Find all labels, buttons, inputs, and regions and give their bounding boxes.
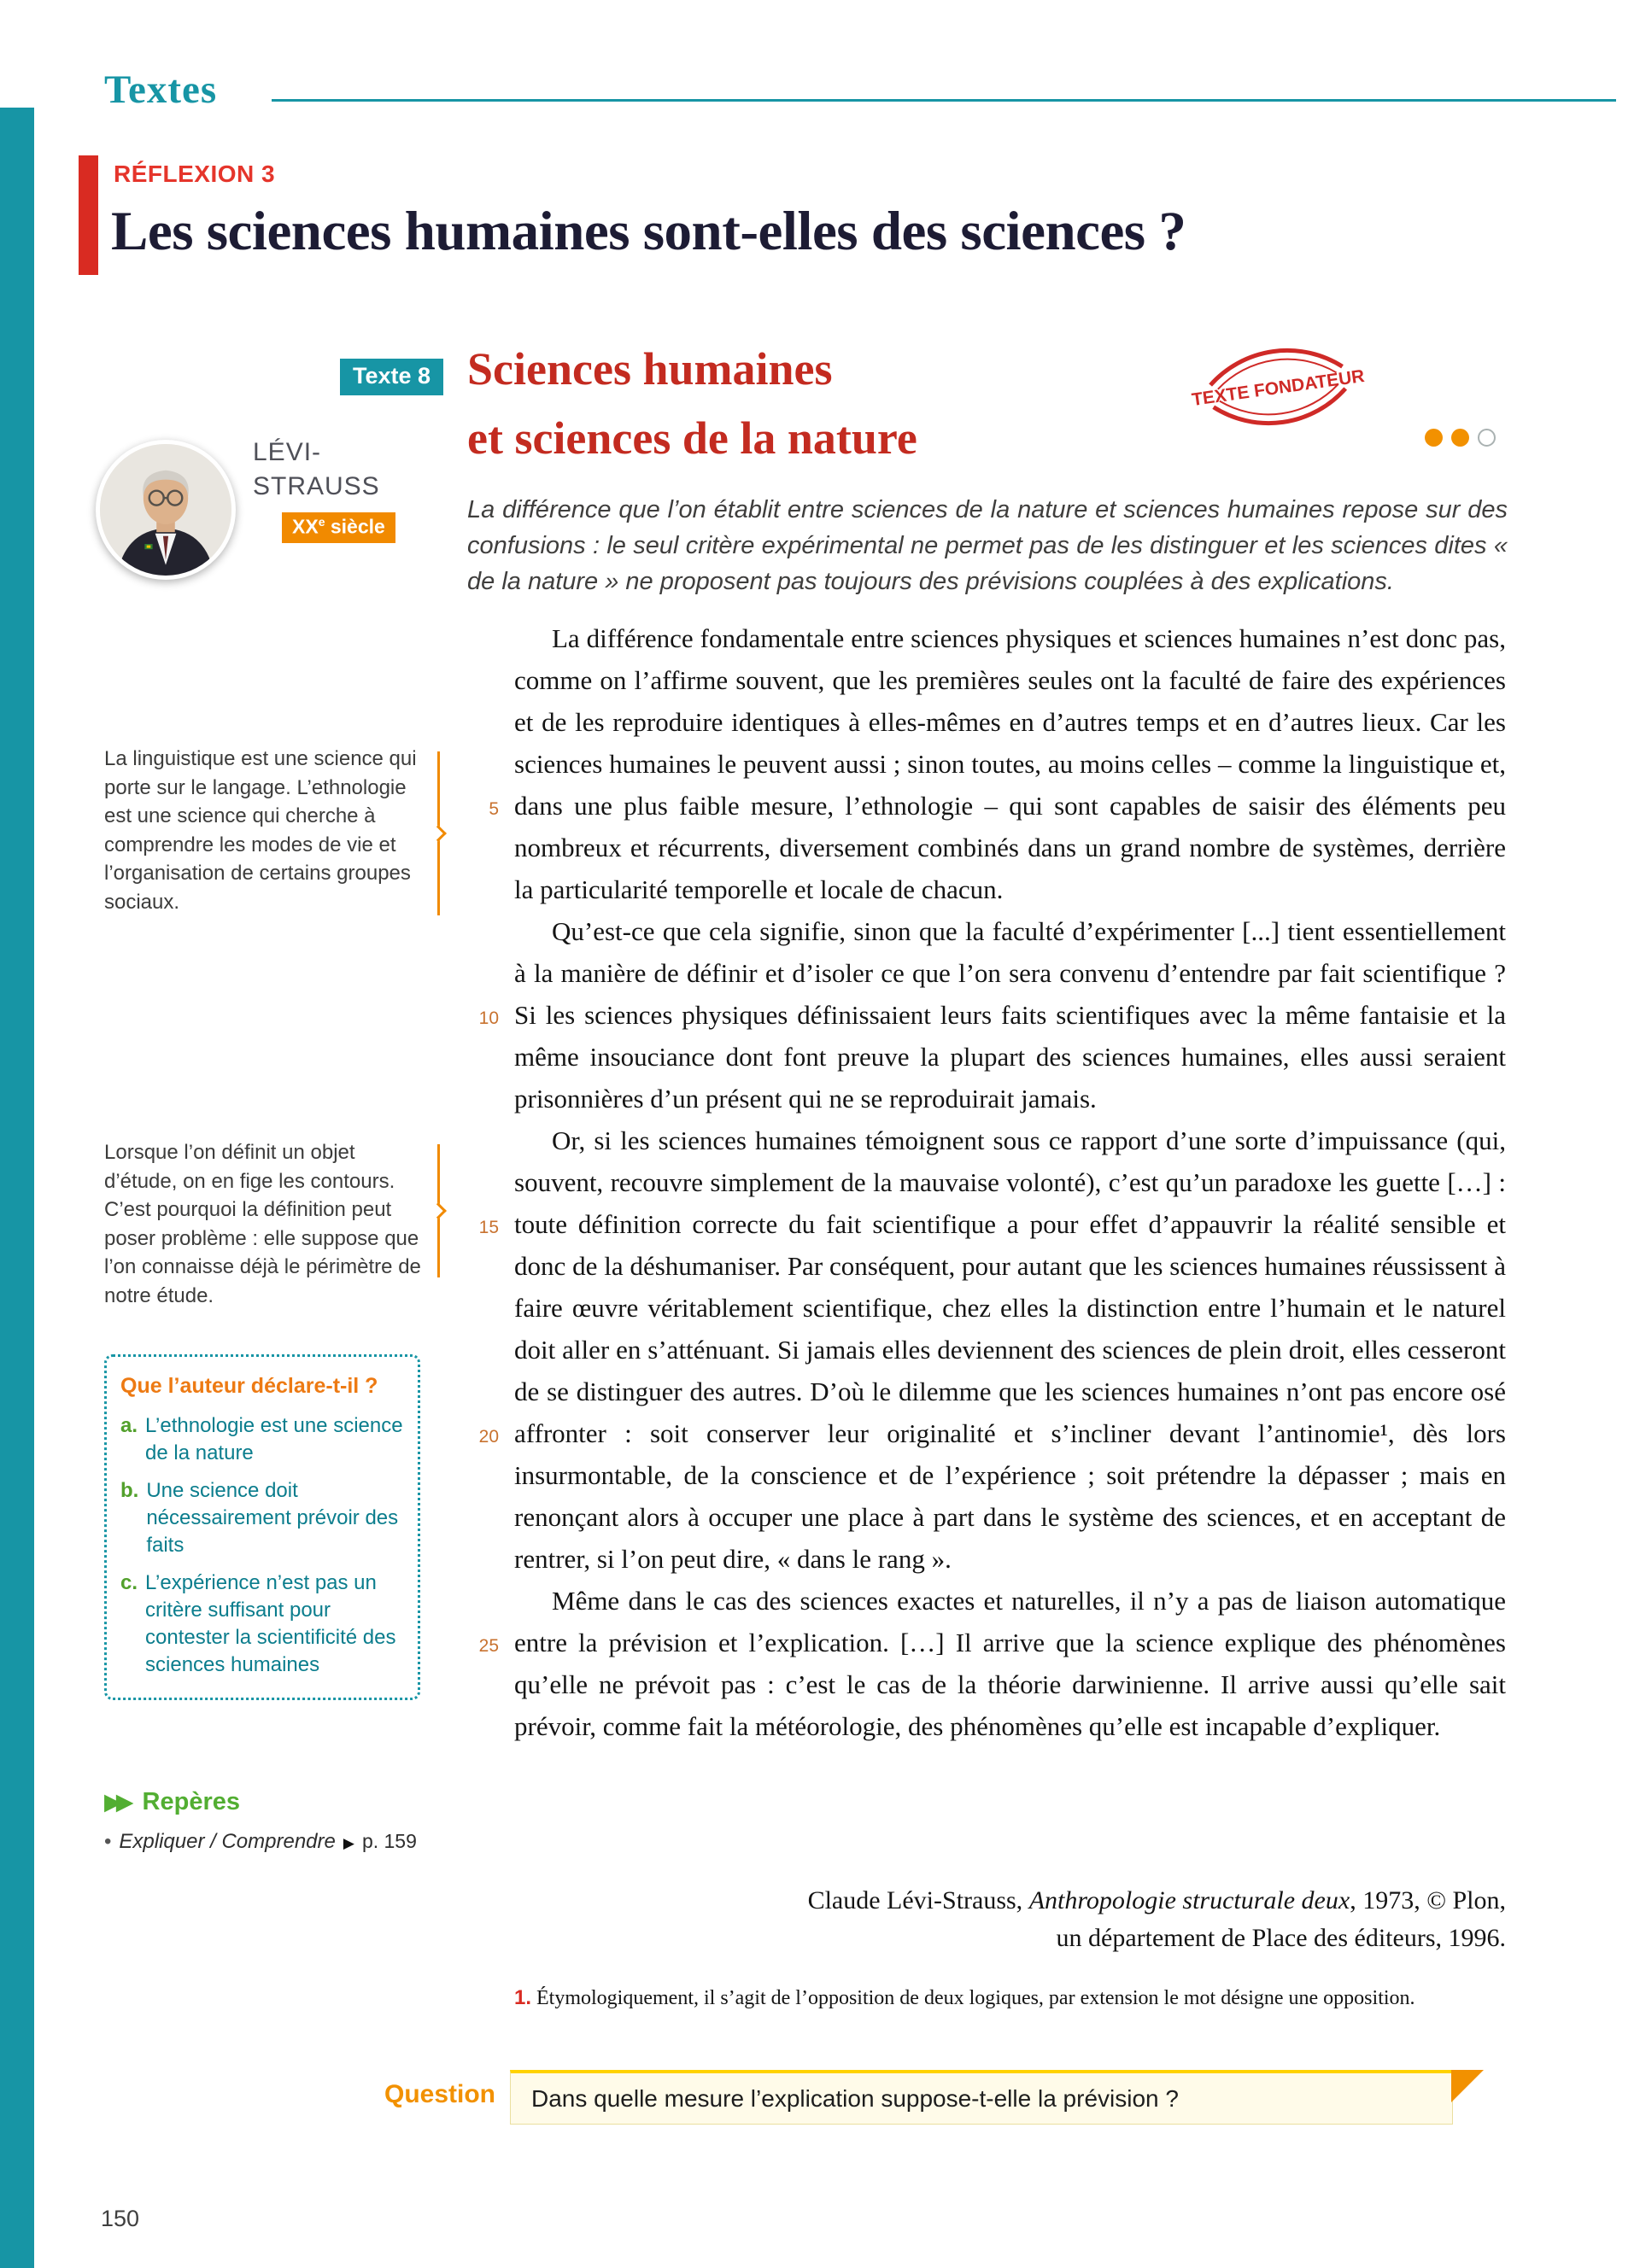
chapter-title: Les sciences humaines sont-elles des sciences ? [111,201,1186,262]
margin-note-pointer-icon [437,1144,440,1277]
quiz-title: Que l’auteur déclare-t-il ? [120,1374,378,1398]
quiz-item-c [120,1569,404,1679]
quiz-item-a [120,1412,404,1467]
line-number: 10 [478,1008,499,1028]
author-name-line1: LÉVI- [253,438,322,466]
reperes-page-ref: p. 159 [361,1830,417,1852]
margin-note-vocabulary: La linguistique est une science qui porte sur le langage. L’ethnologie est une science qui cherche à comprendre les modes de vie et l’organisation de certains groupes sociaux. [104,747,417,914]
citation-line2: un département de Place des éditeurs, 1996. [1056,1924,1506,1952]
difficulty-dot-empty-icon [1478,429,1496,447]
source-citation [514,1882,1506,1957]
header-rule [272,99,1616,102]
stamp-label: TEXTE FONDATEUR [1190,365,1366,411]
quiz-item-letter: a. [120,1414,138,1437]
main-text [514,617,1506,1747]
author-name-line2: STRAUSS [253,472,380,500]
texte-fondateur-stamp [1187,330,1368,442]
reperes-entry [104,1830,417,1854]
quiz-item-text: Une science doit nécessairement prévoir des faits [146,1479,399,1557]
reperes-section [104,1788,417,1854]
line-number: 20 [478,1427,499,1447]
footnote [514,1986,1506,2010]
line-number: 25 [478,1636,499,1656]
margin-note-definition: Lorsque l’on définit un objet d’étude, on en fige les contours. C’est pourquoi la définition peut poser problème : elle suppose que l’on connaisse déjà le périmètre de notre étude. [104,1141,421,1307]
quiz-item-text: L’ethnologie est une science de la nature [145,1414,403,1464]
page-number: 150 [101,2206,140,2231]
question-corner-flag-icon [1451,2070,1484,2102]
question-text: Dans quelle mesure l’explication suppose-t-elle la prévision ? [531,2084,1179,2112]
text-title-line2: et sciences de la nature [467,412,917,464]
paragraph: Or, si les sciences humaines témoignent sous ce rapport d’une sorte d’impuissance (qui, souvent, recouvre simplement de la mauvaise volonté), c’est qu’un paradoxe les guette […] : toute définition correcte du fait scientifique a pour effet d’appauvrir la réalité sensible et donc de la déshumaniser. Par conséquent, pour autant que les sciences humaines réussissent à faire œuvre véritablement scientifique, chez elles la distinction entre l’humain et le naturel doit aller en s’atténuant. Si jamais elles deviennent des sciences de plein droit, elles cesseront de se distinguer des autres. D’où le dilemme que les sciences humaines n’ont pas encore osé affronter : soit conserver leur originalité et s’incliner devant l’antinomie¹, dès lors insurmontable, de la conscience et de l’expérience ; soit prétendre la dépasser ; mais en renonçant alors à occuper une place à part dans le système des sciences, et en acceptant de rentrer, si l’on peut dire, « dans le rang ». [514,1125,1506,1574]
text-title [467,335,917,473]
question-box [510,2070,1453,2125]
difficulty-dot-filled-icon [1425,429,1443,447]
author-name [253,435,380,504]
question-label: Question [384,2080,495,2108]
line-number: 5 [489,799,499,819]
quiz-item-text: L’expérience n’est pas un critère suffisant pour contester la scientificité des sciences humaines [145,1571,396,1676]
intro-chapeau: La différence que l’on établit entre sciences de la nature et sciences humaines repose sur des confusions : le seul critère expérimental ne permet pas de les distinguer et les sciences dites « de la nature » ne proposent pas toujours des prévisions couplées à des explications. [467,496,1508,595]
left-accent-bar [0,108,34,2268]
margin-note-pointer-icon [437,751,440,915]
rubric-label: RÉFLEXION 3 [114,161,276,187]
bullet-icon: • [104,1830,112,1853]
paragraph: Même dans le cas des sciences exactes et naturelles, il n’y a pas de liaison automatique entre la prévision et l’explication. […] Il arrive que la science explique des phénomènes qu’elle ne prévoit pas : c’est le cas de la théorie darwinienne. Il arrive aussi qu’elle sait prévoir, comme fait la météorologie, des phénomènes qu’elle est incapable d’expliquer. [514,1586,1506,1741]
quiz-item-letter: b. [120,1479,139,1502]
century-sup: e [318,515,325,529]
double-arrow-icon: ▶▶ [104,1789,128,1815]
comprehension-quiz-box [104,1354,420,1700]
author-photo [96,440,236,580]
citation-author: Claude Lévi-Strauss, [807,1886,1029,1914]
paragraph: La différence fondamentale entre sciences physiques et sciences humaines n’est donc pas, comme on l’affirme souvent, que les premières seules ont la faculté de faire des expériences et de les reproduire identiques à elles-mêmes en d’autres temps et en d’autres lieux. Car les sciences humaines le peuvent aussi ; sinon toutes, au moins celles – comme la linguistique et, dans une plus faible mesure, l’ethnologie – qui sont capables de saisir des éléments peu nombreux et récurrents, diversement combinés dans un grand nombre de systèmes, derrière la particularité temporelle et locale de chacun. [514,623,1506,904]
citation-rest: , 1973, © Plon, [1350,1886,1506,1914]
century-base: XX [292,515,319,538]
citation-work-title: Anthropologie structurale deux [1028,1886,1350,1914]
text-title-line1: Sciences humaines [467,343,833,395]
footnote-text: Étymologiquement, il s’agit de l’opposition de deux logiques, par extension le mot désigne une opposition. [531,1987,1415,2009]
author-portrait-illustration [100,444,231,576]
difficulty-indicator [1425,429,1496,447]
quiz-item-letter: c. [120,1571,138,1594]
paragraph: Qu’est-ce que cela signifie, sinon que la faculté d’expérimenter [...] tient essentiellement à la manière de définir et d’isoler ce que l’on sera convenu d’entendre par fait scientifique ? Si les sciences physiques définissaient leurs faits scientifiques avec la même fantaisie et la même insouciance dont font preuve la plupart des sciences humaines, elles aussi seraient prisonnières d’un présent qui ne se reproduirait jamais. [514,916,1506,1114]
difficulty-dot-filled-icon [1451,429,1469,447]
section-title: Textes [104,67,218,112]
century-badge [282,512,395,543]
reperes-entry-label: Expliquer / Comprendre [119,1830,336,1853]
line-number: 15 [478,1218,499,1237]
reperes-title: Repères [142,1788,240,1815]
texte-number-badge: Texte 8 [340,359,443,395]
footnote-marker: 1. [514,1986,532,2009]
rubric-accent-bar [79,155,98,275]
page-arrow-icon: ▶ [343,1835,354,1851]
century-rest: siècle [325,515,385,538]
quiz-item-b [120,1477,404,1559]
reperes-header [104,1788,417,1816]
citation-line1 [514,1882,1506,1920]
